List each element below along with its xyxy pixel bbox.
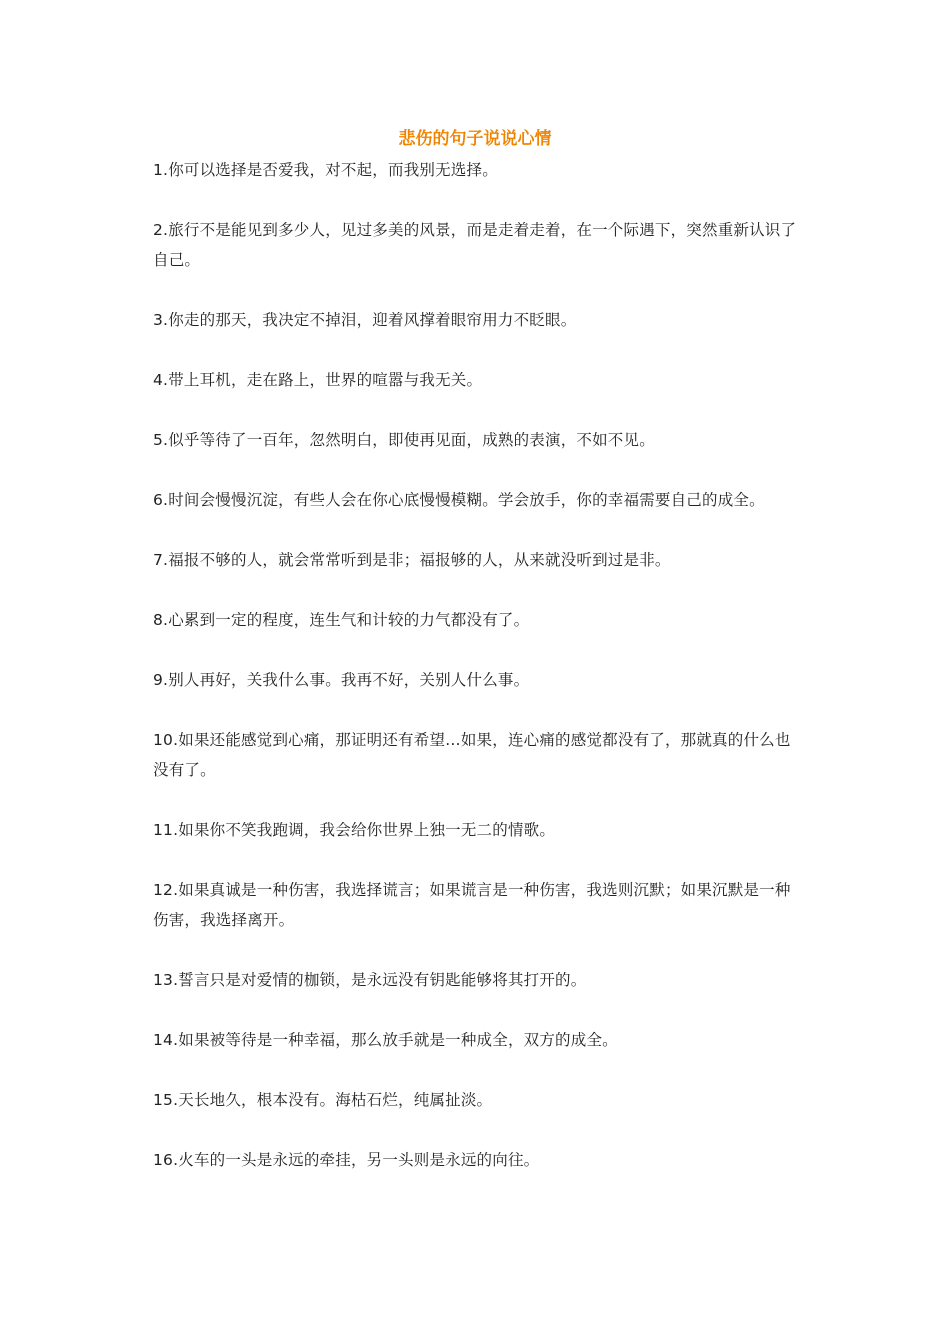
list-item: 7.福报不够的人，就会常常听到是非；福报够的人，从来就没听到过是非。 <box>153 551 671 569</box>
page-title: 悲伤的句子说说心情 <box>398 129 552 149</box>
list-item: 1.你可以选择是否爱我，对不起，而我别无选择。 <box>153 161 498 179</box>
list-item: 13.誓言只是对爱情的枷锁，是永远没有钥匙能够将其打开的。 <box>153 971 587 989</box>
entry-list <box>153 155 803 1205</box>
list-item: 8.心累到一定的程度，连生气和计较的力气都没有了。 <box>153 611 530 629</box>
list-item: 3.你走的那天，我决定不掉泪，迎着风撑着眼帘用力不眨眼。 <box>153 311 577 329</box>
list-item: 4.带上耳机，走在路上，世界的喧嚣与我无关。 <box>153 371 483 389</box>
list-item: 15.天长地久，根本没有。海枯石烂，纯属扯淡。 <box>153 1091 493 1109</box>
list-item: 6.时间会慢慢沉淀，有些人会在你心底慢慢模糊。学会放手，你的幸福需要自己的成全。 <box>153 491 765 509</box>
list-item: 12.如果真诚是一种伤害，我选择谎言；如果谎言是一种伤害，我选则沉默；如果沉默是一种伤害，我选择离开。 <box>153 881 791 929</box>
list-item: 2.旅行不是能见到多少人，见过多美的风景，而是走着走着，在一个际遇下，突然重新认识了自己。 <box>153 221 797 269</box>
list-item: 16.火车的一头是永远的牵挂，另一头则是永远的向往。 <box>153 1151 540 1169</box>
list-item: 5.似乎等待了一百年，忽然明白，即使再见面，成熟的表演，不如不见。 <box>153 431 655 449</box>
list-item: 9.别人再好，关我什么事。我再不好，关别人什么事。 <box>153 671 530 689</box>
list-item: 11.如果你不笑我跑调，我会给你世界上独一无二的情歌。 <box>153 821 556 839</box>
list-item: 10.如果还能感觉到心痛，那证明还有希望…如果，连心痛的感觉都没有了，那就真的什么也没有了。 <box>153 731 791 779</box>
list-item: 14.如果被等待是一种幸福，那么放手就是一种成全，双方的成全。 <box>153 1031 618 1049</box>
